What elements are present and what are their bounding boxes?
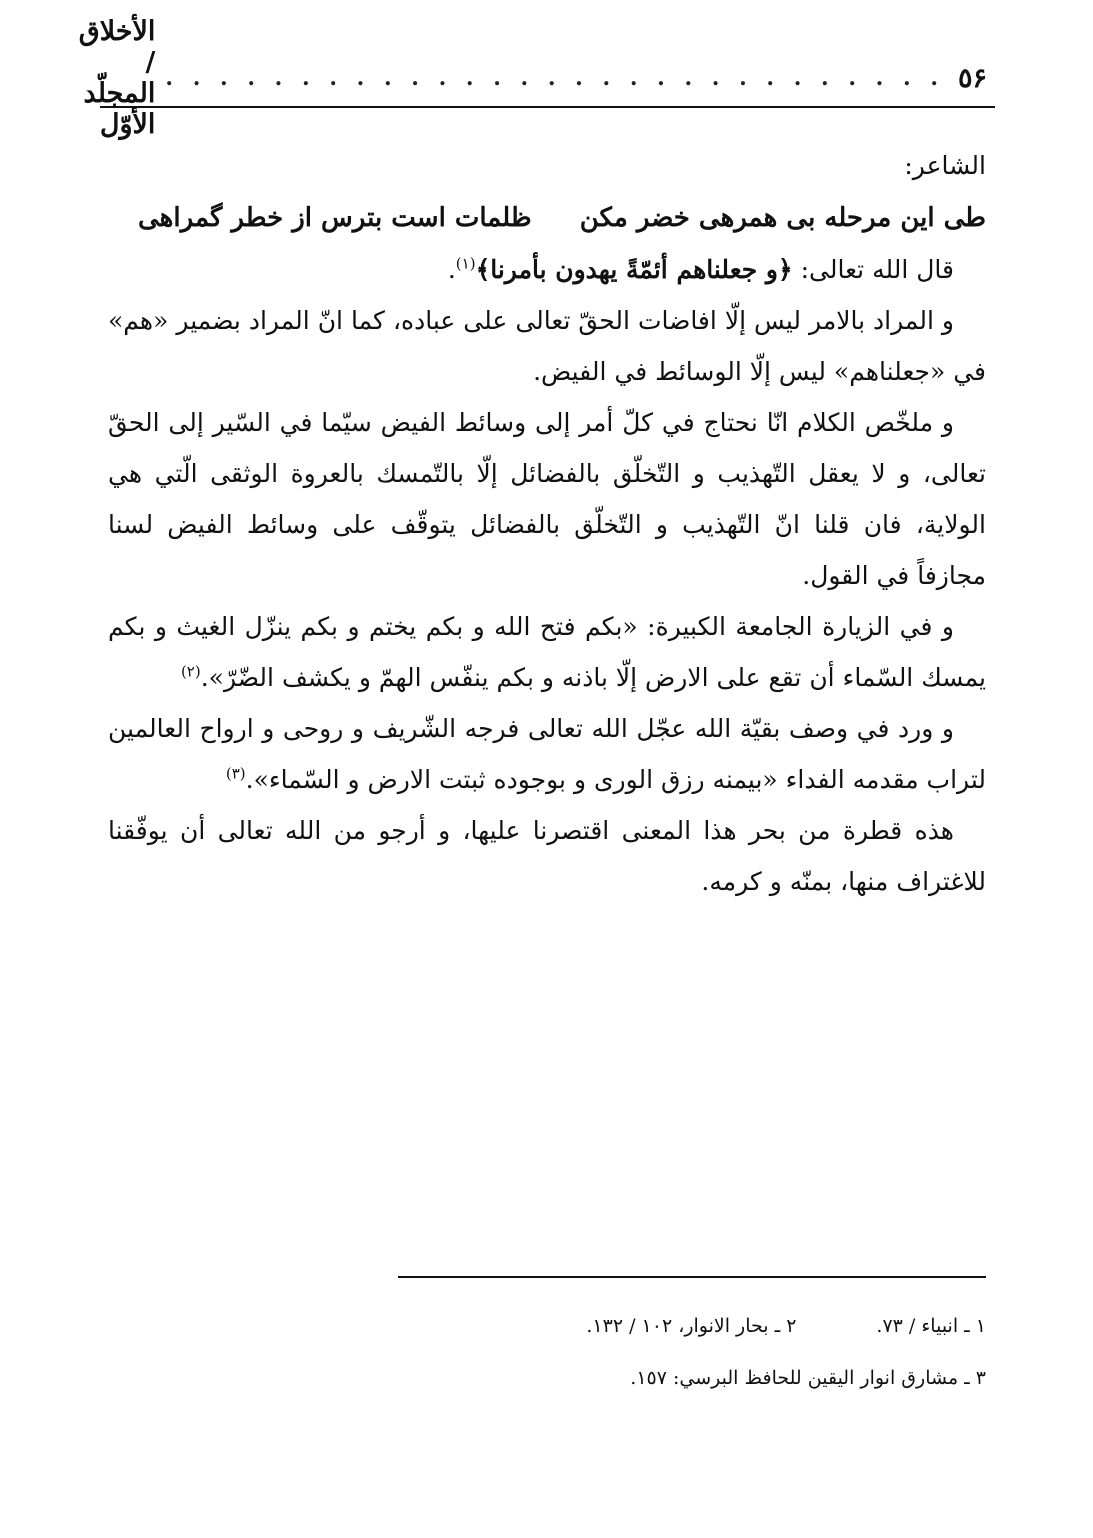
footnote-ref-2: (٢) xyxy=(180,662,201,681)
paragraph-1: و المراد بالامر ليس إلّا افاضات الحقّ تعالی علی عباده، كما انّ المراد بضمير «هم» في «جعلناهم» ليس إلّا الوسائط في الفيض. xyxy=(108,306,986,386)
paragraph-4-wrapper xyxy=(108,703,986,805)
poem-hemistich-left: ظلمات است بترس از خطر گمراهی xyxy=(138,203,532,233)
paragraph-3-wrapper xyxy=(108,601,986,703)
footnote-ref-1: (١) xyxy=(455,254,476,273)
verse-intro: قال الله تعالی: xyxy=(800,255,954,284)
running-title: الأخلاق / المجلّد الأوّل xyxy=(78,16,156,140)
header-leader-dots: . . . . . . . . . . . . . . . . . . . . . . . . . . . . . xyxy=(165,65,944,91)
poet-label: الشاعر: xyxy=(904,151,986,180)
footnotes xyxy=(108,1300,986,1404)
poem-verse xyxy=(108,193,986,244)
verse-end: . xyxy=(447,255,456,284)
page-header xyxy=(78,16,995,140)
paragraph-2: و ملخّص الكلام انّا نحتاج في كلّ أمر إلی وسائط الفيض سيّما في السّير إلی الحقّ تعالی، و لا يعقل التّهذيب و التّخلّق بالفضائل إلّا بالتّمسك بالعروة الوثقی الّتي هي الولاية، فان قلنا انّ التّهذيب و التّخلّق بالفضائل يتوقّف علی وسائط الفيض لسنا مجازفاً في القول. xyxy=(108,408,986,590)
page-number: ٥۶ xyxy=(957,62,987,94)
paragraph-3: و في الزيارة الجامعة الكبيرة: «بكم فتح الله و بكم يختم و بكم ينزّل الغيث و بكم يمسك السّماء أن تقع علی الارض إلّا باذنه و بكم ينفّس الهمّ و يكشف الضّرّ». xyxy=(108,612,986,692)
footnote-row-2 xyxy=(108,1352,986,1404)
footnote-3: ٣ ـ مشارق انوار اليقين للحافظ البرسي: ١٥٧. xyxy=(630,1367,986,1389)
footnote-1: ١ ـ انبياء / ٧٣. xyxy=(876,1315,986,1337)
paragraph-5: هذه قطرة من بحر هذا المعنی اقتصرنا عليها، و أرجو من الله تعالی أن يوفّقنا للاغتراف منها، بمنّه و كرمه. xyxy=(108,816,986,896)
quran-citation xyxy=(108,244,986,295)
footnote-2: ٢ ـ بحار الانوار، ١٠٢ / ١٣٢. xyxy=(586,1315,797,1337)
footnote-ref-3: (٣) xyxy=(225,764,246,783)
footnote-row-1 xyxy=(108,1300,986,1352)
quran-verse: ﴿و جعلناهم أئمّةً يهدون بأمرنا﴾ xyxy=(475,255,793,284)
footnote-divider xyxy=(398,1276,986,1278)
poem-hemistich-right: طی این مرحله بی همرهی خضر مکن xyxy=(579,203,986,233)
paragraph-4: و ورد في وصف بقيّة الله عجّل الله تعالی فرجه الشّريف و روحی و ارواح العالمين لتراب مقدمه الفداء «بيمنه رزق الوری و بوجوده ثبتت الارض و السّماء». xyxy=(108,714,986,794)
main-text xyxy=(108,140,986,907)
